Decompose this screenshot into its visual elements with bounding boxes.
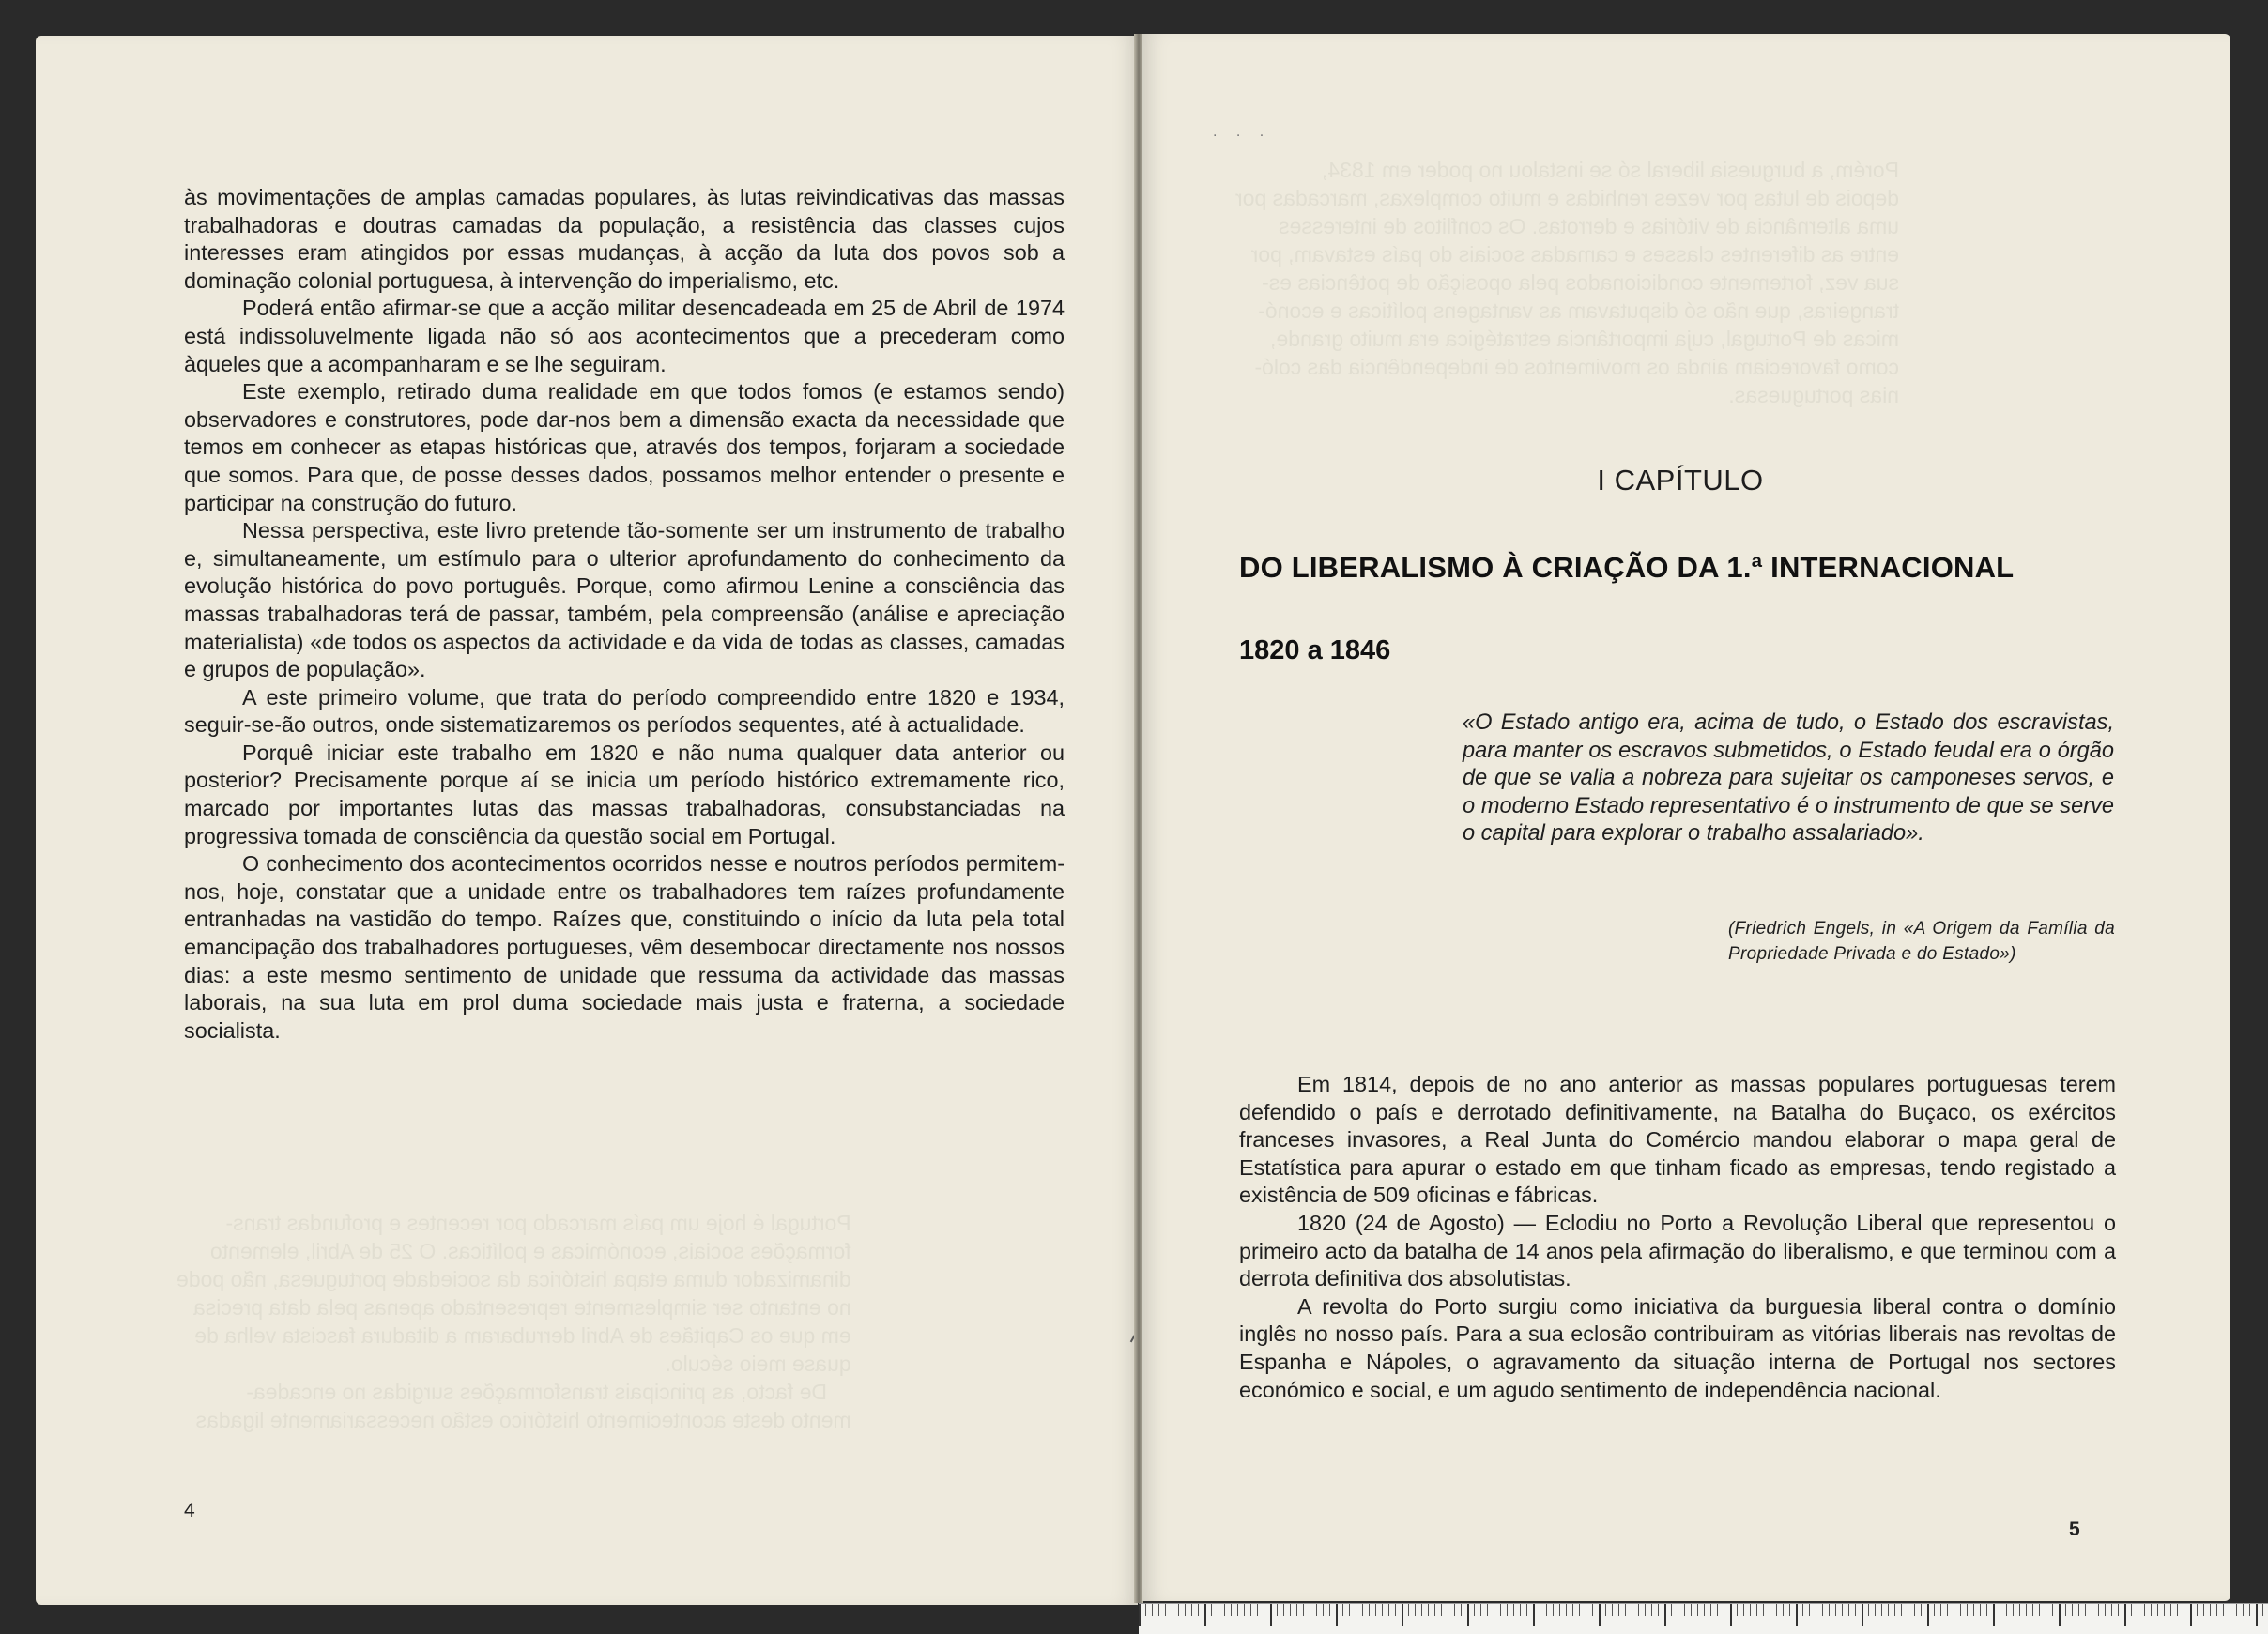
chapter-label: I CAPÍTULO <box>1597 464 1764 496</box>
page-marks: . . . <box>1213 124 1272 140</box>
paragraph: A revolta do Porto surgiu como iniciativa da burguesia liberal contra o domínio inglês no nosso país. Para a sua eclosão contribuiram as vitórias liberais nas revoltas de Espanha e Nápoles, o agravamento da situação interna de Portugal nos sectores económico e social, e um agudo sentimento de independência nacional. <box>1239 1293 2116 1402</box>
paragraph: A este primeiro volume, que trata do período compreendido entre 1820 e 1934, seguir-se-ão outros, onde sistematizaremos os períodos sequentes, até à actualidade. <box>184 684 1065 738</box>
paragraph: Poderá então afirmar-se que a acção militar desencadeada em 25 de Abril de 1974 está indissoluvelmente ligada não só aos acontecimentos que a precederam como àqueles que a acompanharam e se lhe seguiram. <box>184 296 1065 376</box>
bleed-through-text: Porém, a burguesia liberal só se instalou no poder em 1834, depois de lutas por vezes renhidas e muito complexas, marcadas por uma alternância de vitórias e derrotas. Os conflitos de interesses entre as diferentes classes e camadas sociais do país estavam, por sua vez, fortemente condicionados pela oposição de potências es- trangeiras, que não só disputavam as vantagens políticas e econó- micas de Portugal, cuja importância estratégica era muito grande, como favoreciam ainda os movimentos de independência das coló- nias portuguesas. <box>1235 158 1899 407</box>
paragraph: Porquê iniciar este trabalho em 1820 e não numa qualquer data anterior ou posterior? Precisamente porque aí se inicia um período histórico extremamente rico, marcado por importantes lutas das massas trabalhadoras, consubstanciadas na progressiva tomada de consciência da questão social em Portugal. <box>184 740 1065 848</box>
paragraph: Nessa perspectiva, este livro pretende tão-somente ser um instrumento de trabalho e, simultaneamente, um estímulo para o ulterior aprofundamento do conhecimento da evolução histórica do povo português. Porque, como afirmou Lenine a consciência das massas trabalhadoras terá de passar, também, pela compreensão (análise e apreciação materialista) «de todos os aspectos da actividade e da vida de todas as classes, camadas e grupos de população». <box>184 518 1065 682</box>
scale-ruler <box>1139 1603 2268 1634</box>
left-page-body <box>184 184 1065 1045</box>
right-page <box>1142 34 2230 1601</box>
chapter-date-range: 1820 a 1846 <box>1239 635 1391 665</box>
ruler-major-ticks <box>1139 1604 2268 1634</box>
epigraph-quote: «O Estado antigo era, acima de tudo, o Estado dos escravistas, para manter os escravos submetidos, o Estado feudal era o órgão de que se valia a nobreza para sujeitar os camponeses servos, e o moderno Estado representativo é o instrumento de que se serve o capital para explorar o trabalho assalariado». <box>1463 710 2114 847</box>
page-number-left: 4 <box>184 1500 195 1521</box>
paragraph: O conhecimento dos acontecimentos ocorridos nesse e noutros períodos permitem-nos, hoje, constatar que a unidade entre os trabalhadores tem raízes profundamente entranhadas na vastidão do tempo. Raízes que, constituindo o início da luta pela total emancipação dos trabalhadores portugueses, vêm desembocar directamente nos nossos dias: a este mesmo sentimento de unidade que ressuma da actividade das massas laborais, na sua luta em prol duma sociedade mais justa e fraterna, a sociedade socialista. <box>184 851 1065 1043</box>
epigraph-source: (Friedrich Engels, in «A Origem da Família da Propriedade Privada e do Estado») <box>1728 919 2115 964</box>
paragraph: Em 1814, depois de no ano anterior as massas populares portuguesas terem defendido o país e derrotado definitivamente, na Batalha do Buçaco, os exércitos franceses invasores, a Real Junta do Comércio mandou elaborar o mapa geral de Estatística para apurar o estado em que tinham ficado as empresas, tendo registado a existência de 509 oficinas e fábricas. <box>1239 1072 2116 1208</box>
chapter-title: DO LIBERALISMO À CRIAÇÃO DA 1.ª INTERNACIONAL <box>1239 551 2015 584</box>
left-page <box>36 36 1138 1605</box>
right-page-body <box>1239 1071 2116 1404</box>
paragraph: 1820 (24 de Agosto) — Eclodiu no Porto a Revolução Liberal que representou o primeiro acto da batalha de 14 anos pela afirmação do liberalismo, e que terminou com a derrota definitiva dos absolutistas. <box>1239 1210 2116 1291</box>
paragraph: às movimentações de amplas camadas populares, às lutas reivindicativas das massas trabalhadoras e doutras camadas da população, a resistência das classes cujos interesses eram atingidos por essas mudanças, à acção da luta dos povos sob a dominação colonial portuguesa, à intervenção do imperialismo, etc. <box>184 185 1065 293</box>
bleed-through-text: Portugal é hoje um país marcado por recentes e profundas trans- formações sociais, económicas e políticas. O 25 de Abril, elemento dinamizador duma etapa histórica da sociedade portuguesa, não pode no entanto ser simplesmente representado apenas pela data precisa em que os Capitães de Abril derrubaram a ditadura fascista velha de quase meio século. De facto, as principais transformações surgidas no encadea- mento deste acontecimento histórico estão necessariamente ligadas <box>176 1211 851 1432</box>
page-number-right: 5 <box>2069 1519 2080 1540</box>
paragraph: Este exemplo, retirado duma realidade em que todos fomos (e estamos sendo) observadores e construtores, pode dar-nos bem a dimensão exacta da necessidade que temos em conhecer as etapas históricas que, através dos tempos, forjaram a sociedade que somos. Para que, de posse desses dados, possamos melhor entender o presente e participar na construção do futuro. <box>184 379 1065 515</box>
